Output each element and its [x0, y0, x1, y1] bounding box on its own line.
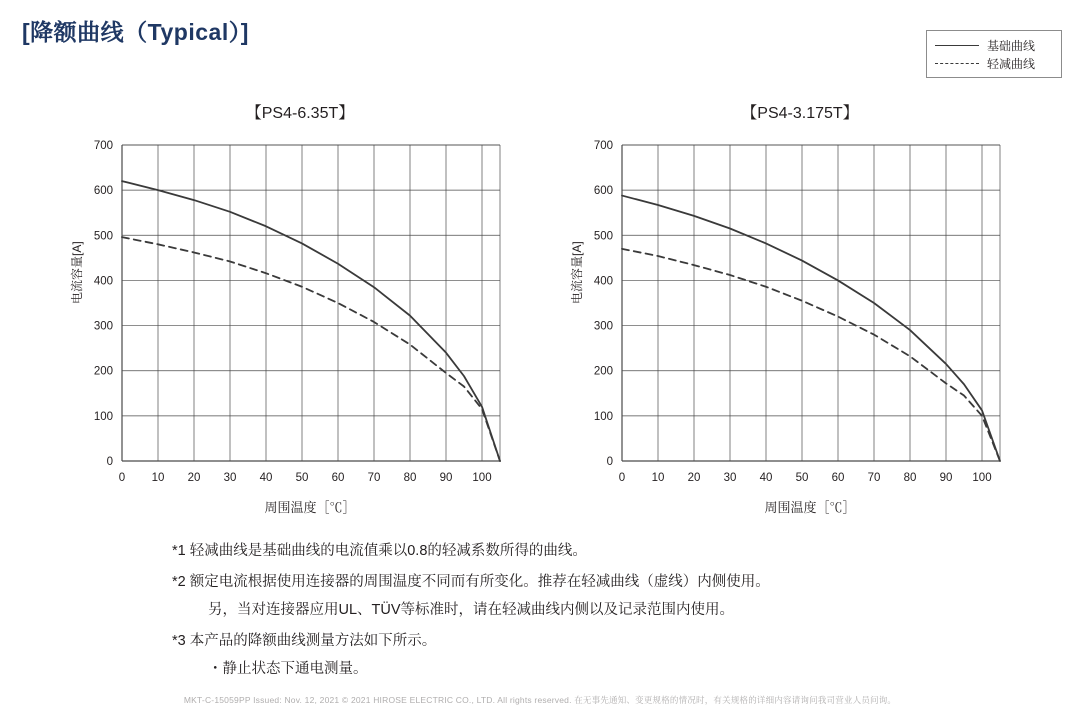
- svg-text:100: 100: [472, 472, 492, 484]
- svg-text:0: 0: [106, 456, 113, 468]
- svg-text:100: 100: [972, 472, 992, 484]
- svg-text:90: 90: [439, 472, 453, 484]
- svg-text:80: 80: [903, 472, 917, 484]
- svg-text:700: 700: [93, 140, 113, 152]
- svg-text:30: 30: [723, 472, 737, 484]
- svg-text:400: 400: [93, 275, 113, 288]
- chart-ps4-6-35t: [60, 100, 520, 529]
- note-3-sub: ・静止状态下通电测量。: [208, 660, 368, 677]
- note-2-sub: 另，当对连接器应用UL、TÜV等标准时，请在轻减曲线内侧以及记录范围内使用。: [208, 601, 735, 618]
- page-title: [降额曲线（Typical）]: [22, 19, 249, 45]
- svg-text:500: 500: [93, 230, 113, 243]
- svg-text:600: 600: [593, 185, 613, 198]
- legend-item-base: [935, 36, 1053, 54]
- svg-text:50: 50: [795, 472, 809, 484]
- svg-text:50: 50: [295, 472, 309, 484]
- footer-text: MKT-C-15059PP Issued: Nov. 12, 2021 © 2021 HIROSE ELECTRIC CO., LTD. All rights reserved. 在无事先通知、变更规格的情况时，有关规格的详细内容请询问我司营业人员问询。: [183, 695, 897, 705]
- x-axis-label: 周围温度［℃］: [264, 500, 356, 515]
- svg-text:40: 40: [259, 472, 273, 484]
- note-2: *2 额定电流根据使用连接器的周围温度不同而有所变化。推荐在轻减曲线（虚线）内侧使用。: [172, 574, 770, 591]
- svg-text:20: 20: [187, 472, 201, 484]
- note-3: *3 本产品的降额曲线测量方法如下所示。: [172, 633, 437, 650]
- svg-text:200: 200: [93, 365, 113, 378]
- svg-text:0: 0: [118, 472, 126, 484]
- svg-text:70: 70: [867, 472, 881, 484]
- chart-title: 【PS4-3.175T】: [741, 105, 859, 122]
- svg-text:30: 30: [223, 472, 237, 484]
- chart-title: 【PS4-6.35T】: [245, 105, 355, 122]
- svg-text:100: 100: [593, 410, 613, 423]
- svg-text:10: 10: [651, 472, 665, 484]
- svg-text:0: 0: [618, 472, 626, 484]
- svg-text:700: 700: [593, 140, 613, 152]
- svg-text:100: 100: [93, 410, 113, 423]
- svg-text:300: 300: [93, 320, 113, 333]
- svg-text:600: 600: [93, 185, 113, 198]
- svg-text:90: 90: [939, 472, 953, 484]
- svg-text:10: 10: [151, 472, 165, 484]
- legend-label-base: 基础曲线: [987, 38, 1036, 53]
- x-axis-label: 周围温度［℃］: [764, 500, 856, 515]
- svg-text:20: 20: [687, 472, 701, 484]
- notes-section: [172, 540, 952, 680]
- svg-text:300: 300: [593, 320, 613, 333]
- dashed-line-icon: [935, 58, 979, 68]
- svg-text:200: 200: [593, 365, 613, 378]
- chart-ps4-3-175t: [560, 100, 1020, 529]
- y-axis-label: 电流容量[A]: [70, 241, 84, 304]
- svg-text:400: 400: [593, 275, 613, 288]
- plot-area: [60, 129, 520, 529]
- legend: [926, 30, 1062, 78]
- solid-line-icon: [935, 40, 979, 50]
- svg-text:80: 80: [403, 472, 417, 484]
- note-1: *1 轻减曲线是基础曲线的电流值乘以0.8的轻减系数所得的曲线。: [172, 543, 587, 559]
- svg-text:60: 60: [331, 472, 345, 484]
- plot-area: [560, 129, 1020, 529]
- svg-text:0: 0: [606, 456, 613, 468]
- svg-text:40: 40: [759, 472, 773, 484]
- legend-item-derated: [935, 54, 1053, 72]
- legend-label-derated: 轻减曲线: [987, 56, 1036, 71]
- svg-text:60: 60: [831, 472, 845, 484]
- svg-text:70: 70: [367, 472, 381, 484]
- svg-text:500: 500: [593, 230, 613, 243]
- y-axis-label: 电流容量[A]: [570, 241, 584, 304]
